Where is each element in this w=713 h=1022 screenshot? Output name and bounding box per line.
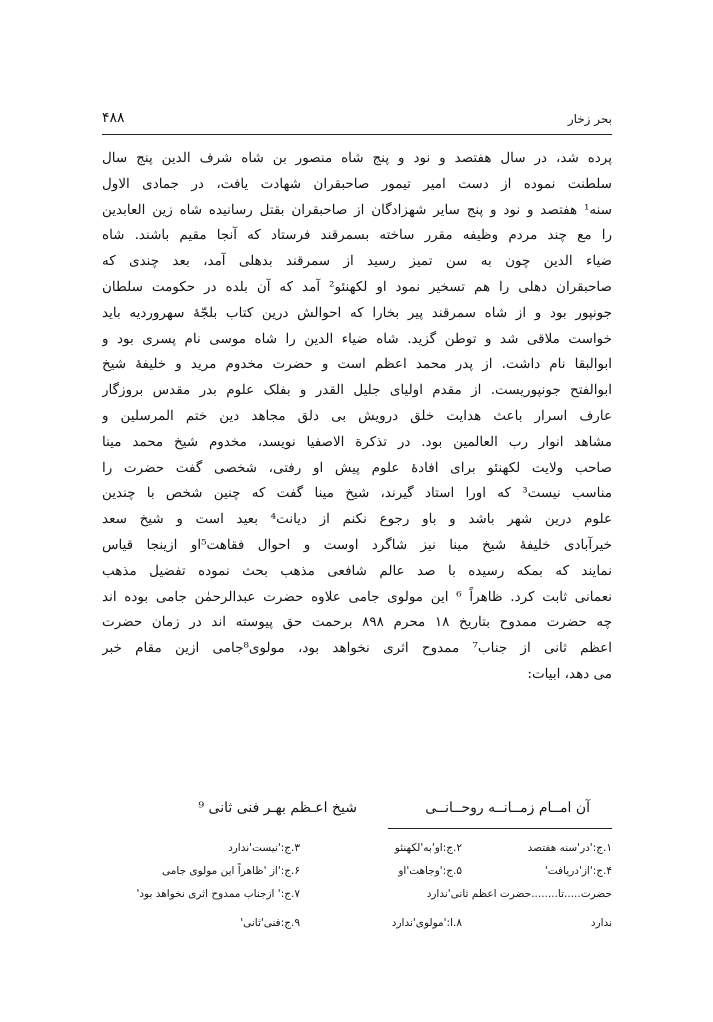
body-text xyxy=(102,146,612,688)
body-line: سلطنت نموده از دست امیر تیمور صاحبقران شهادت یافت، در جمادی الاول xyxy=(102,175,612,192)
body-line: خواست ملاقی شد و توطن گزید. شاه ضیاء الدین را شاه موسی نام پسری بود و xyxy=(102,330,612,347)
body-line: صاحب ولایت لکهنئو برای افادهٔ علوم پیش او رفتی، شخصی گفت حضرت را xyxy=(102,459,612,476)
footnote: ۶.ج:'از 'ظاهراً این مولوی جامی xyxy=(162,865,300,877)
footnote-divider xyxy=(388,828,612,829)
body-line: عارف اسرار باعث هدایت خلق درویش بی دلق مجاهد دین ختم المرسلین و xyxy=(102,407,612,424)
footnote: ۴.ج:'از'دریافت' xyxy=(544,865,612,877)
body-line: مشاهد انوار رب العالمین بود. در تذکرة الاصفیا نویسد، مخدوم شیخ محمد مینا xyxy=(102,433,612,450)
page-number: ۴۸۸ xyxy=(102,110,125,126)
footnote: ۳.ج:'نیست'ندارد xyxy=(228,842,300,854)
body-line: جونپور بود و از شاه سمرقند پیر بخارا که احوالش درین کتاب بلجّهٔ سهروردیه باید xyxy=(102,304,612,321)
body-line: نعمانی ثابت کرد. ظاهراً ⁶ این مولوی جامی علاوه حضرت عبدالرحمٰن جامی بوده اند xyxy=(102,588,612,605)
body-line: سنه¹ هفتصد و نود و پنج سایر شهزادگان از صاحبقران بقتل رسانیده شاه زین العابدین xyxy=(102,201,612,218)
body-line: مناسب نیست³ که اورا استاد گیرند، شیخ مینا گفت که چنین شخص با چندین xyxy=(102,485,612,502)
running-header xyxy=(102,108,612,135)
footnote-row xyxy=(102,917,612,940)
footnote-row xyxy=(102,865,612,888)
body-line: را مع چند مردم وظیفه مقرر ساخته بسمرقند فرستاد که آنجا مقیم باشند. شاه xyxy=(102,227,612,244)
footnote: ندارد xyxy=(590,917,612,929)
body-line: اعظم ثانی از جناب⁷ ممدوح اثری نخواهد بود، مولوی⁸جامی ازین مقام خبر xyxy=(102,640,612,657)
footnote: ۲.ج:او'به'لکهنئو xyxy=(394,842,462,854)
footnote: ۵.ج:'وجاهت'او xyxy=(398,865,462,877)
footnote-row xyxy=(102,842,612,865)
body-line: ضیاء الدین چون به سن تمیز رسید از سمرقند بدهلی آمد، بعد چندی که xyxy=(102,253,612,270)
body-line: می دهد، ابیات: xyxy=(527,665,612,682)
footnote: ۹.ج:فنی'ثانی' xyxy=(240,917,300,929)
footnotes xyxy=(102,842,612,940)
footnote: ۸.ا:'مولوی'ندارد xyxy=(391,917,462,929)
body-line: علوم درین شهر باشد و باو رجوع نکنم از دیانت⁴ بعید است و شیخ سعد xyxy=(102,511,612,528)
footnote-row xyxy=(102,888,612,911)
body-line: ابوالبقا نام داشت. از پدر محمد اعظم است و حضرت مخدوم مرید و خلیفهٔ شیخ xyxy=(102,356,612,373)
body-line: نمایند که بمکه رسیده با صد عالم شافعی مذهب بحث نموده تفضیل مذهب xyxy=(102,562,612,579)
book-title: بحر زخار xyxy=(567,112,612,126)
body-line: پرده شد، در سال هفتصد و نود و پنج شاه منصور بن شاه شرف الدین پنج سال xyxy=(102,150,612,166)
body-line: ابوالفتح جونپوریست. از مقدم اولیای جلیل القدر و بفلک علوم بدر مقدس بروزگار xyxy=(102,382,612,399)
verse-couplet xyxy=(102,800,612,826)
body-line: خیرآبادی خلیفهٔ شیخ مینا نیز شاگرد اوست و احوال فقاهت⁵او ازینجا قیاس xyxy=(102,536,612,553)
verse-hemistich: آن امــام زمــانــه روحــانــی xyxy=(425,800,590,816)
verse-hemistich: شیخ اعـظم بهـر فنی ثانی ⁹ xyxy=(198,800,357,816)
footnote: حضرت.....تا........حضرت اعظم ثانی'ندارد xyxy=(426,888,612,900)
footnote: ۱.ج:'در'سنه هفتصد xyxy=(527,842,612,854)
footnote: ۷.ج:' ازجناب ممدوح اثری نخواهد بود' xyxy=(136,888,300,900)
body-line: چه حضرت ممدوح بتاریخ ۱۸ محرم ۸۹۸ برحمت حق پیوسته اند در زمان حضرت xyxy=(102,614,612,631)
body-line: صاحبقران دهلی را هم تسخیر نمود او لکهنئو² آمد که آن بلده در حکومت سلطان xyxy=(102,278,612,295)
